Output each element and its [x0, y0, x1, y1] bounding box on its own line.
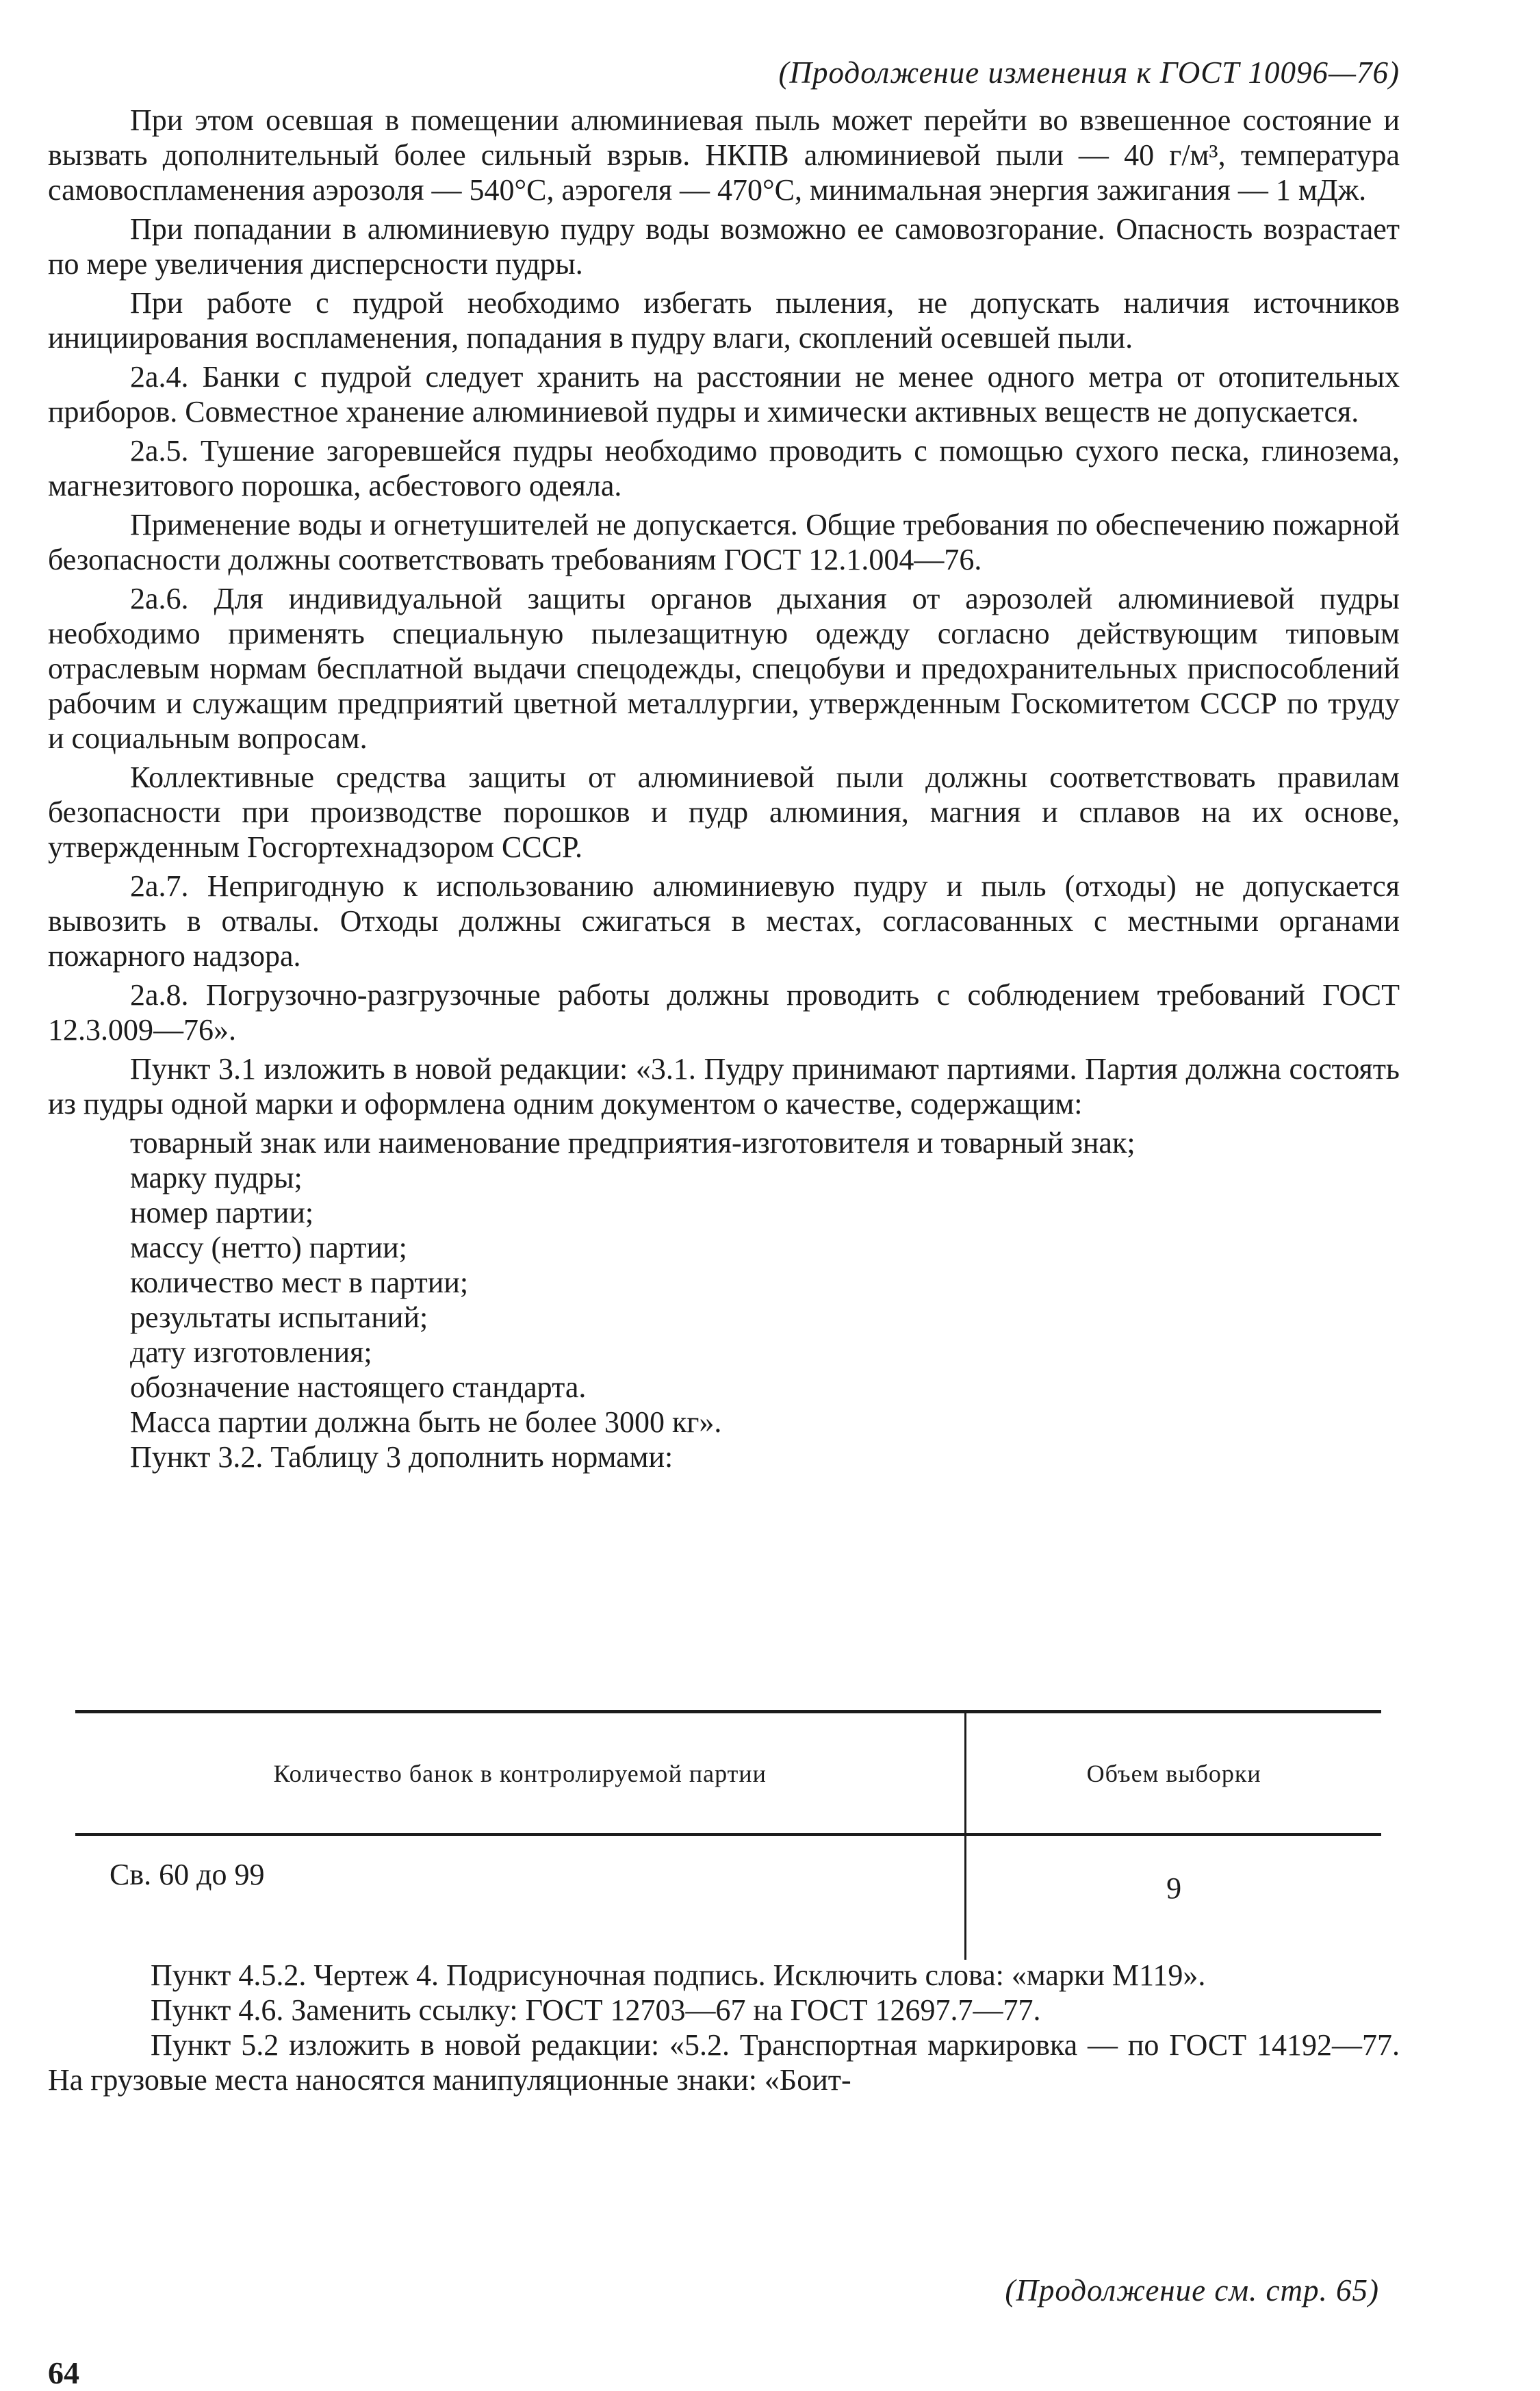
- page-number: 64: [48, 2355, 79, 2390]
- paragraph: Пункт 3.1 изложить в новой редакции: «3.1. Пудру принимают партиями. Партия должна состоять из пудры одной марки и оформлена одним документом о качестве, содержащим:: [48, 1052, 1400, 1121]
- paragraph: Пункт 4.6. Заменить ссылку: ГОСТ 12703—67 на ГОСТ 12697.7—77.: [151, 1993, 1041, 2027]
- list-item: количество мест в партии;: [130, 1266, 469, 1299]
- paragraph: 2а.4. Банки с пудрой следует хранить на расстоянии не менее одного метра от отопительных приборов. Совместное хранение алюминиевой пудры и химически активных веществ не допускается.: [48, 360, 1400, 429]
- paragraph: 2а.5. Тушение загоревшейся пудры необходимо проводить с помощью сухого песка, глинозема, магнезитового порошка, асбестового одеяла.: [48, 434, 1400, 502]
- table-column-quantity: [75, 1713, 964, 1960]
- paragraph: Применение воды и огнетушителей не допускается. Общие требования по обеспечению пожарной безопасности должны соответствовать требованиям ГОСТ 12.1.004—76.: [48, 508, 1400, 576]
- list-item: Масса партии должна быть не более 3000 кг».: [130, 1405, 722, 1439]
- paragraph: 2а.6. Для индивидуальной защиты органов дыхания от аэрозолей алюминиевой пудры необходимо применять специальную пылезащитную одежду согласно действующим типовым отраслевым нормам бесплатной выдачи спецодежды, спецобуви и предохранительных приспособлений рабочим и служащим предприятий цветной металлургии, утвержденным Госкомитетом СССР по труду и социальным вопросам.: [48, 582, 1400, 755]
- continuation-note: (Продолжение см. стр. 65): [1005, 2273, 1379, 2307]
- paragraph: Пункт 4.5.2. Чертеж 4. Подрисуночная подпись. Исключить слова: «марки М119».: [151, 1958, 1206, 1992]
- body-text: [48, 103, 1400, 1474]
- list-item: массу (нетто) партии;: [130, 1231, 407, 1264]
- paragraph: Коллективные средства защиты от алюминиевой пыли должны соответствовать правилам безопасности при производстве порошков и пудр алюминия, магния и сплавов на их основе, утвержденным Госгортехнадзором СССР.: [48, 760, 1400, 864]
- table-header-quantity: Количество банок в контролируемой партии: [75, 1713, 964, 1836]
- list-item: Пункт 3.2. Таблицу 3 дополнить нормами:: [130, 1440, 673, 1474]
- paragraph: Пункт 5.2 изложить в новой редакции: «5.2. Транспортная маркировка — по ГОСТ 14192—77. На грузовые места наносятся манипуляционные знаки: «Боит-: [48, 2028, 1400, 2097]
- body-text-after-table: [48, 1958, 1400, 2097]
- list-item: номер партии;: [130, 1196, 314, 1229]
- table-header-sample: Объем выборки: [966, 1713, 1381, 1836]
- page-header: (Продолжение изменения к ГОСТ 10096—76): [778, 55, 1400, 90]
- paragraph: При работе с пудрой необходимо избегать пыления, не допускать наличия источников инициирования воспламенения, попадания в пудру влаги, скоплений осевшей пыли.: [48, 286, 1400, 355]
- paragraph: При попадании в алюминиевую пудру воды возможно ее самовозгорание. Опасность возрастает по мере увеличения дисперсности пудры.: [48, 212, 1400, 281]
- paragraph: товарный знак или наименование предприятия-изготовителя и товарный знак;: [130, 1126, 1135, 1160]
- paragraph: 2а.8. Погрузочно-разгрузочные работы должны проводить с соблюдением требований ГОСТ 12.3.009—76».: [48, 978, 1400, 1047]
- table-column-sample: [964, 1713, 1381, 1960]
- table-cell-sample: 9: [1166, 1871, 1182, 1905]
- table-cell-quantity: Св. 60 до 99: [110, 1858, 265, 1891]
- list-item: обозначение настоящего стандарта.: [130, 1370, 587, 1404]
- paragraph: При этом осевшая в помещении алюминиевая пыль может перейти во взвешенное состояние и вызвать дополнительный более сильный взрыв. НКПВ алюминиевой пыли — 40 г/м³, температура самовоспламенения аэрозоля — 540°С, аэрогеля — 470°С, минимальная энергия зажигания — 1 мДж.: [48, 103, 1400, 207]
- paragraph: 2а.7. Непригодную к использованию алюминиевую пудру и пыль (отходы) не допускается вывозить в отвалы. Отходы должны сжигаться в местах, согласованных с местными органами пожарного надзора.: [48, 869, 1400, 973]
- list-item: дату изготовления;: [130, 1335, 372, 1369]
- list-item: результаты испытаний;: [130, 1301, 428, 1334]
- list-item: марку пудры;: [130, 1161, 303, 1194]
- norms-table: [75, 1710, 1381, 1960]
